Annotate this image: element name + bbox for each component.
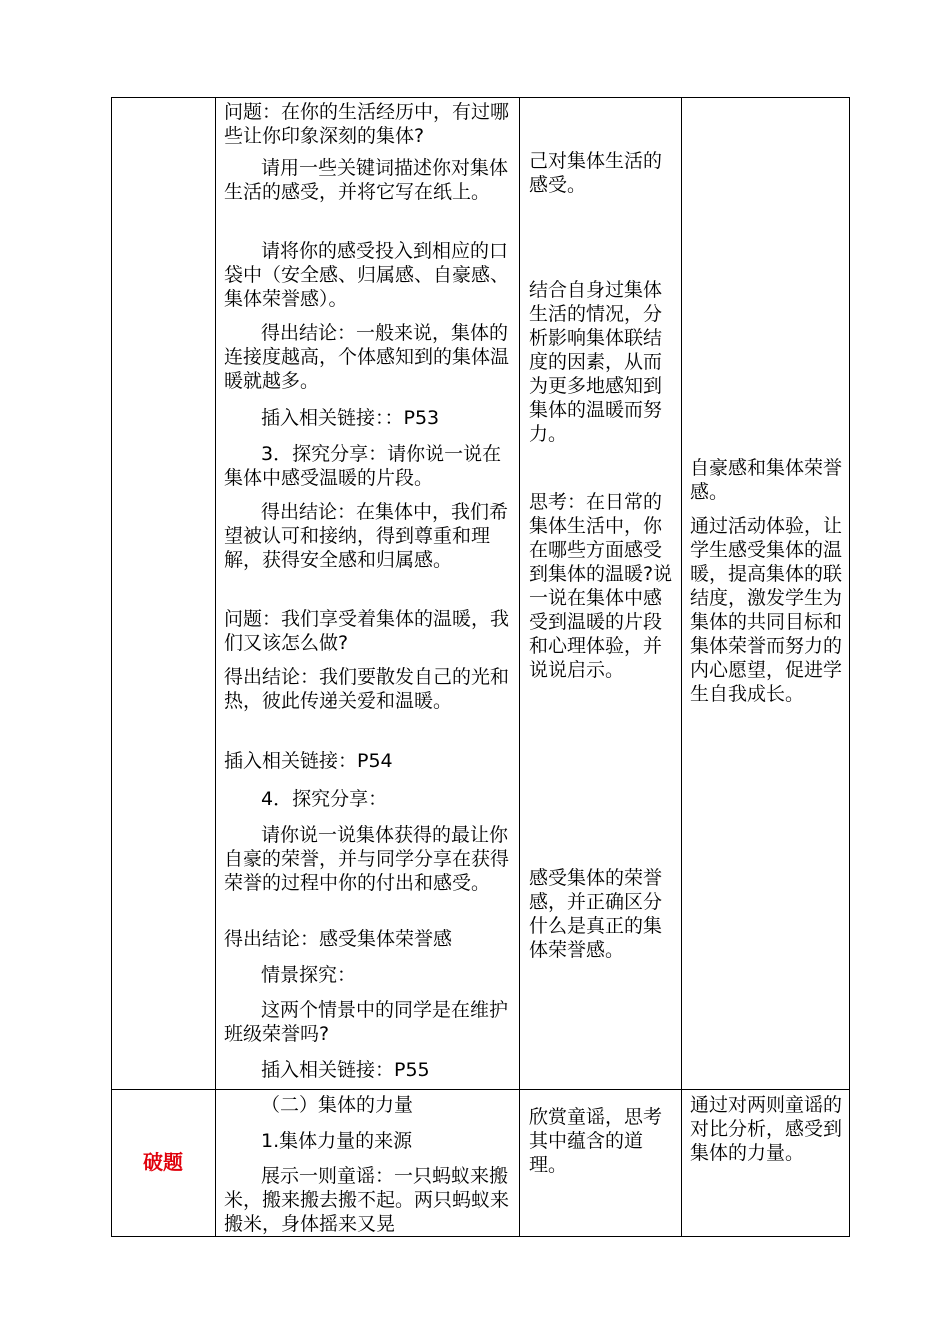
design-intent-2: 通过活动体验，让学生感受集体的温暖，提高集体的联结度，激发学生为集体的共同目标和集体荣誉而努力的内心愿望，促进学生自我成长。 <box>690 515 843 705</box>
table-border-bottom <box>111 1236 850 1237</box>
conclusion-2: 得出结论：在集体中，我们希望被认可和接纳，得到尊重和理解，获得安全感和归属感。 <box>224 501 509 571</box>
section-title: （二）集体的力量 <box>261 1094 414 1116</box>
table-border-top <box>111 97 850 98</box>
activity-keywords-task: 请用一些关键词描述你对集体生活的感受，并将它写在纸上。 <box>224 157 509 203</box>
student-activity-2: 结合自身过集体生活的情况，分析影响集体联结度的因素，从而为更多地感知到集体的温暖而努力。 <box>529 279 663 445</box>
stage-label: 破题 <box>143 1150 183 1174</box>
related-link-1: 插入相关链接：：P53 <box>261 407 440 429</box>
activity-honor-task: 请你说一说集体获得的最让你自豪的荣誉，并与同学分享在获得荣誉的过程中你的付出和感受。 <box>224 824 510 894</box>
activity-question-2: 问题：我们享受着集体的温暖，我们又该怎么做? <box>224 608 510 654</box>
table-divider-col2 <box>519 97 520 1236</box>
student-activity-row2: 欣赏童谣，思考其中蕴含的道理。 <box>529 1106 663 1176</box>
related-link-3: 插入相关链接：P55 <box>261 1059 430 1081</box>
conclusion-1: 得出结论：一般来说，集体的连接度越高，个体感知到的集体温暖就越多。 <box>224 322 510 392</box>
design-intent-row2: 通过对两则童谣的对比分析，感受到集体的力量。 <box>690 1094 843 1164</box>
subsection-title: 1.集体力量的来源 <box>261 1130 413 1152</box>
conclusion-3: 得出结论：我们要散发自己的光和热，彼此传递关爱和温暖。 <box>224 666 510 712</box>
conclusion-4: 得出结论：感受集体荣誉感 <box>224 928 453 950</box>
student-activity-1: 己对集体生活的感受。 <box>529 150 663 196</box>
table-row-divider <box>111 1089 850 1090</box>
table-border-right <box>849 97 850 1236</box>
scene-inquiry: 情景探究： <box>261 964 357 986</box>
activity-pocket-task: 请将你的感受投入到相应的口袋中（安全感、归属感、自豪感、集体荣誉感）。 <box>224 240 510 310</box>
student-activity-3: 思考：在日常的集体生活中，你在哪些方面感受到集体的温暖?说一说在集体中感受到温暖的片段和心理体验，并说说启示。 <box>529 491 673 681</box>
related-link-2: 插入相关链接：P54 <box>224 750 393 772</box>
table-border-left <box>111 97 112 1236</box>
table-divider-col3 <box>681 97 682 1236</box>
table-divider-col1 <box>215 97 216 1236</box>
explore-share-4: 4．探究分享： <box>261 788 388 810</box>
student-activity-4: 感受集体的荣誉感，并正确区分什么是真正的集体荣誉感。 <box>529 867 663 961</box>
activity-question-1: 问题：在你的生活经历中，有过哪些让你印象深刻的集体? <box>224 101 510 147</box>
nursery-rhyme-text: 展示一则童谣：一只蚂蚁来搬米，搬来搬去搬不起。两只蚂蚁来搬米，身体摇来又晃 <box>224 1165 510 1235</box>
scene-question: 这两个情景中的同学是在维护班级荣誉吗? <box>224 999 509 1045</box>
explore-share-3: 3．探究分享：请你说一说在集体中感受温暖的片段。 <box>224 443 502 489</box>
design-intent-1: 自豪感和集体荣誉感。 <box>690 457 843 503</box>
